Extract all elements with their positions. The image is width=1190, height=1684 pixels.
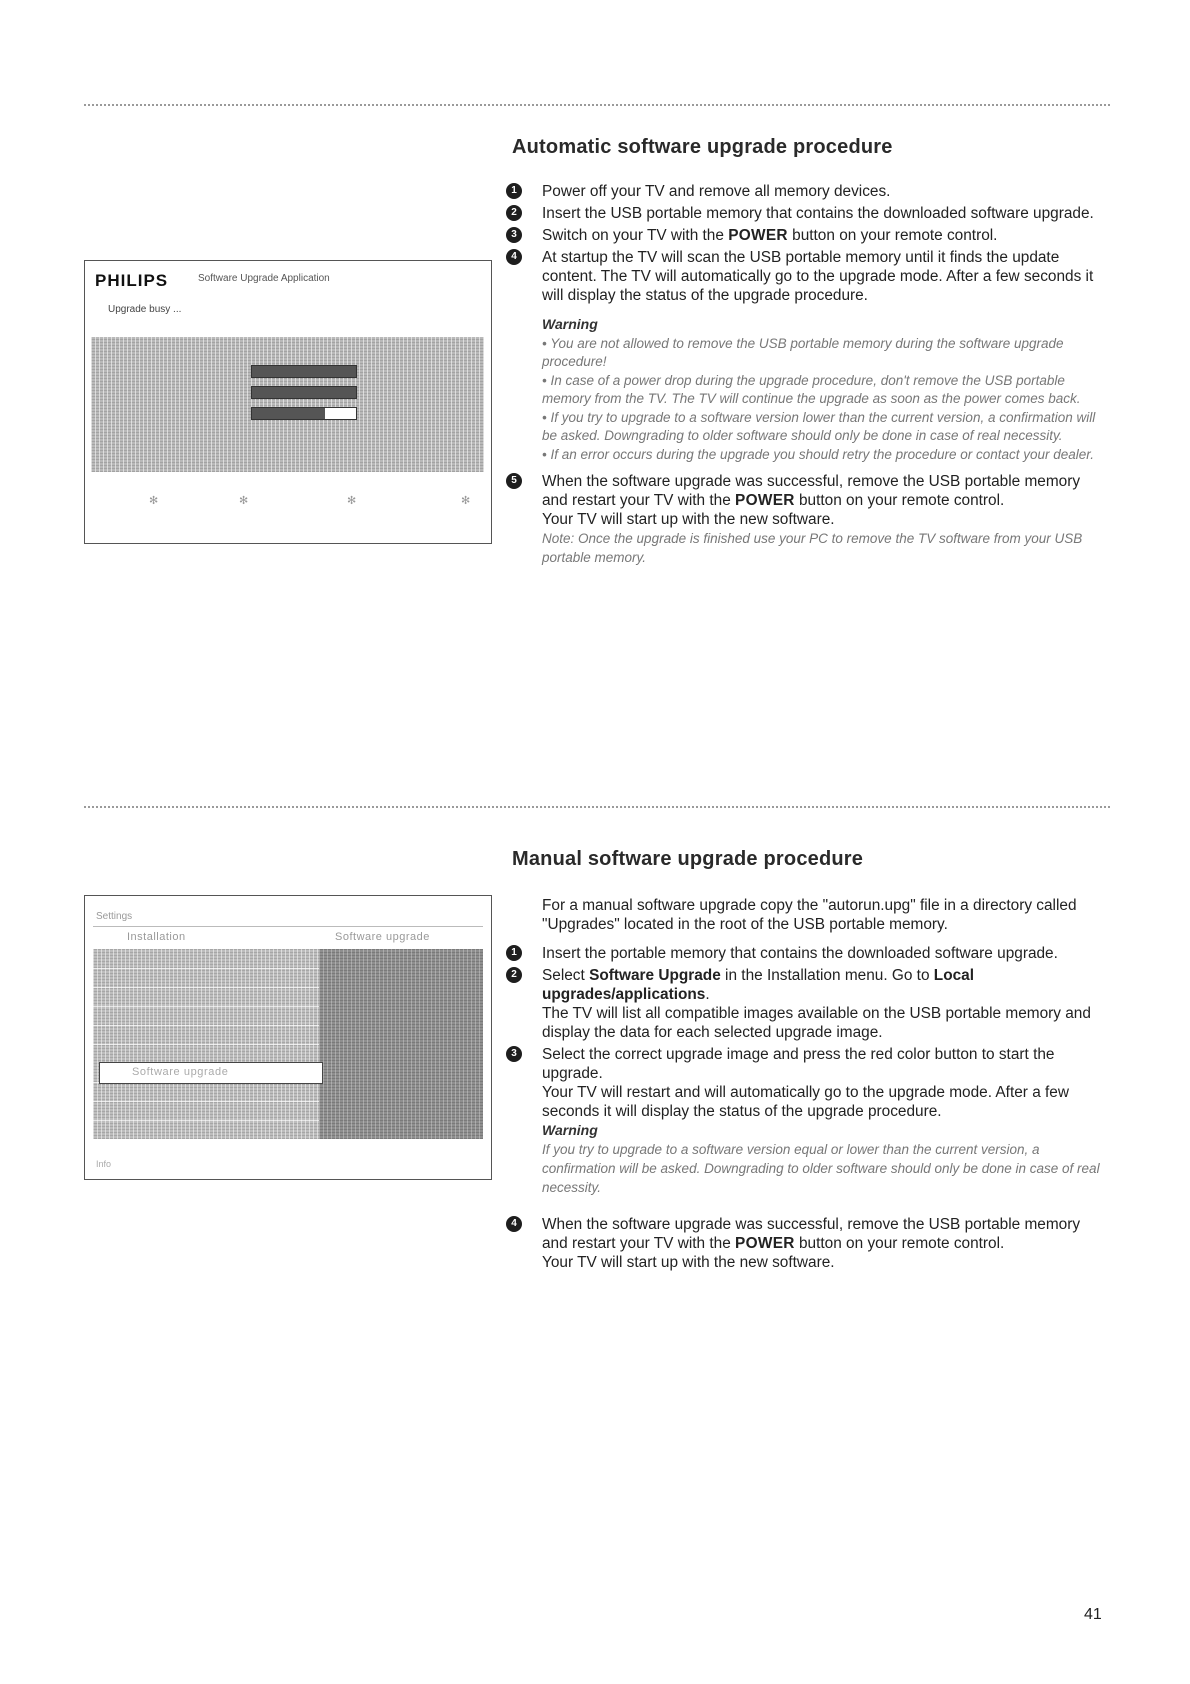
middle-divider [84,806,1110,808]
progress-fill [252,408,325,419]
progress-fill [252,366,356,377]
selected-menu-item: Software upgrade [99,1062,323,1084]
manual-step-2: 2 Select Software Upgrade in the Installation menu. Go to Local upgrades/applications. The TV will list all compatible images available on the USB portable memory and display the data for each selected upgrade image. [506,966,1106,1042]
progress-bar [251,386,357,399]
manual-warning-text: If you try to upgrade to a software version equal or lower than the current version, a confirmation will be asked. Downgrading to older software should only be done in case of real necessity. [542,1142,1100,1195]
step-number-icon: 2 [506,205,522,221]
step-number-icon: 4 [506,1216,522,1232]
menu-row [93,1101,319,1102]
step-number-icon: 1 [506,183,522,199]
status-panel [91,337,484,472]
settings-label: Settings [96,911,133,922]
manual-steps [506,944,1106,1275]
app-title: Software Upgrade Application [198,273,330,284]
manual-step-4: 4 When the software upgrade was successful, remove the USB portable memory and restart your TV with the POWER button on your remote control. Your TV will start up with the new software. [506,1215,1106,1272]
color-key-icon: ✻ [347,495,357,507]
info-label: Info [96,1159,112,1169]
auto-steps [506,182,1106,570]
menu-header-rule [93,926,483,927]
submenu-panel [319,949,483,1139]
warning-item: • If an error occurs during the upgrade you should retry the procedure or contact your dealer. [542,447,1095,462]
step-number-icon: 3 [506,227,522,243]
warning-item: • If you try to upgrade to a software version lower than the current version, a confirmation will be asked. Downgrading to older software should only be done in case of real necessity. [542,410,1096,443]
upgrade-screen-illustration [84,260,492,544]
color-key-icon: ✻ [461,495,471,507]
color-key-icon: ✻ [239,495,249,507]
warning-item: • In case of a power drop during the upgrade procedure, don't remove the USB portable memory from the TV. The TV will continue the upgrade as soon as the power comes back. [542,373,1081,406]
color-key-icon: ✻ [149,495,159,507]
upgrade-status: Upgrade busy ... [108,304,182,315]
manual-step-1: 1 Insert the portable memory that contains the downloaded software upgrade. [506,944,1106,963]
manual-warning-title: Warning [542,1122,598,1138]
menu-row [93,1006,319,1007]
step-number-icon: 5 [506,473,522,489]
progress-bar [251,365,357,378]
auto-step-5: 5 When the software upgrade was successful, remove the USB portable memory and restart your TV with the POWER button on your remote control. Your TV will start up with the new software. Note: Once the upgrade is finished use your PC to remove the TV software from your USB portable memory. [506,472,1106,567]
manual-intro: For a manual software upgrade copy the "autorun.upg" file in a directory called "Upgrades" located in the root of the USB portable memory. [542,897,1077,933]
manual-step-3: 3 Select the correct upgrade image and press the red color button to start the upgrade. Your TV will restart and will automatically go to the upgrade mode. After a few seconds it will display the status of the upgrade procedure. Warning If you try to upgrade to a software version equal or lower than the current version, a confirmation will be asked. Downgrading to older software should only be done in case of real necessity. [506,1045,1106,1197]
settings-menu-illustration [84,895,492,1180]
warning-item: • You are not allowed to remove the USB portable memory during the software upgrade procedure! [542,336,1064,369]
menu-row [93,1025,319,1026]
menu-row [93,1044,319,1045]
menu-row [93,987,319,988]
philips-logo: PHILIPS [95,271,169,290]
auto-heading: Automatic software upgrade procedure [512,136,893,158]
auto-warning: Warning • You are not allowed to remove the USB portable memory during the software upgrade procedure! • In case of a power drop during the upgrade procedure, don't remove the USB portable memory from the TV. The TV will continue the upgrade as soon as the power comes back. • If you try to upgrade to a software version lower than the current version, a confirmation will be asked. Downgrading to older software should only be done in case of real necessity. • If an error occurs during the upgrade you should retry the procedure or contact your dealer. [506,315,1106,464]
menu-row [93,968,319,969]
auto-step-3: 3 Switch on your TV with the POWER button on your remote control. [506,226,1106,245]
auto-step-2: 2 Insert the USB portable memory that contains the downloaded software upgrade. [506,204,1106,223]
menu-row [93,1120,319,1121]
menu-list-panel [93,949,319,1139]
software-upgrade-header: Software upgrade [335,931,430,943]
step-number-icon: 3 [506,1046,522,1062]
auto-note: Note: Once the upgrade is finished use your PC to remove the TV software from your USB portable memory. [542,531,1083,565]
installation-label: Installation [127,931,186,943]
progress-bar [251,407,357,420]
auto-step-1: 1 Power off your TV and remove all memory devices. [506,182,1106,201]
progress-fill [252,387,356,398]
top-divider [84,104,1110,106]
step-number-icon: 2 [506,967,522,983]
manual-heading: Manual software upgrade procedure [512,848,864,870]
step-number-icon: 4 [506,249,522,265]
step-number-icon: 1 [506,945,522,961]
auto-step-4: 4 At startup the TV will scan the USB portable memory until it finds the update content. The TV will automatically go to the upgrade mode. After a few seconds it will display the status of the upgrade procedure. [506,248,1106,305]
page-number: 41 [1084,1606,1102,1623]
